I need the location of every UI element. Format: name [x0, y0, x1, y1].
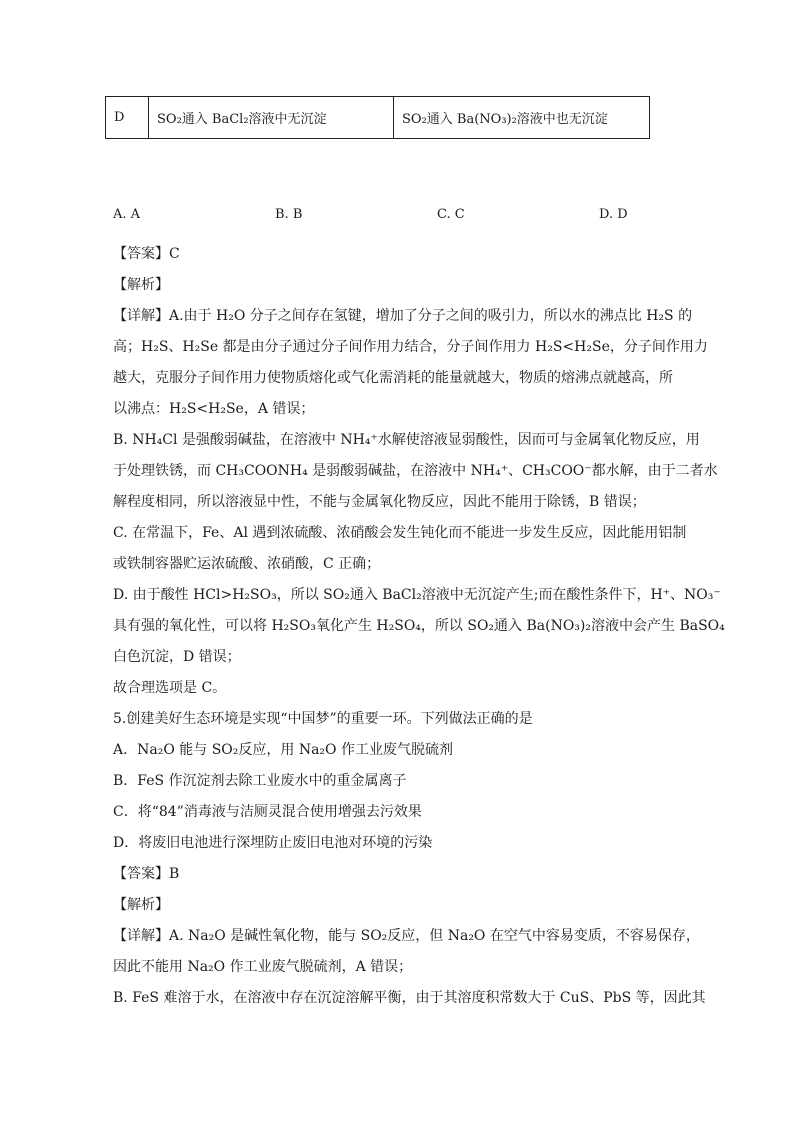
text-line: 或铁制容器贮运浓硫酸、浓硝酸，C 正确； [113, 556, 381, 572]
text-line: 具有强的氧化性，可以将 H₂SO₃氧化产生 H₂SO₄，所以 SO₂通入 Ba(NO₃)₂溶液中会产生 BaSO₄ [113, 618, 725, 634]
text-line: 高；H₂S、H₂Se 都是由分子通过分子间作用力结合，分子间作用力 H₂S<H₂Se，分子间作用力 [113, 339, 708, 355]
answer-choices [0, 207, 794, 227]
text-line: 越大，克服分子间作用力使物质熔化或气化需消耗的能量就越大，物质的熔沸点就越高，所 [113, 370, 673, 386]
text-line: 以沸点：H₂S<H₂Se，A 错误； [113, 401, 315, 417]
text-line: 【答案】C [113, 246, 180, 262]
text-line: 【解析】 [113, 897, 169, 913]
text-line: 解程度相同，所以溶液显中性，不能与金属氧化物反应，因此不能用于除锈，B 错误； [113, 494, 646, 510]
table-row [106, 97, 650, 139]
text-line: B. FeS 难溶于水，在溶液中存在沉淀溶解平衡，由于其溶度积常数大于 CuS、PbS 等，因此其 [113, 990, 706, 1006]
text-line: 【详解】A.由于 H₂O 分子之间存在氢键，增加了分子之间的吸引力，所以水的沸点比 H₂S 的 [113, 308, 693, 324]
row-statement-2: SO₂通入 Ba(NO₃)₂溶液中也无沉淀 [394, 97, 650, 139]
choice-c: C. C [437, 207, 465, 222]
text-line: 【答案】B [113, 866, 180, 882]
text-line: 白色沉淀，D 错误； [113, 649, 241, 665]
text-line: 5.创建美好生态环境是实现“中国梦”的重要一环。下列做法正确的是 [113, 711, 533, 727]
text-line: D. 由于酸性 HCl>H₂SO₃，所以 SO₂通入 BaCl₂溶液中无沉淀产生;而在酸性条件下，H⁺、NO₃⁻ [113, 587, 721, 603]
choice-b: B. B [275, 207, 303, 222]
choice-a: A. A [113, 207, 141, 222]
text-line: C．将“84”消毒液与洁厕灵混合使用增强去污效果 [113, 804, 422, 820]
row-statement-1: SO₂通入 BaCl₂溶液中无沉淀 [149, 97, 394, 139]
text-line: 【解析】 [113, 277, 169, 293]
text-line: 于处理铁锈，而 CH₃COONH₄ 是弱酸弱碱盐，在溶液中 NH₄⁺、CH₃COO⁻都水解，由于二者水 [113, 463, 718, 479]
text-line: 【详解】A. Na₂O 是碱性氧化物，能与 SO₂反应，但 Na₂O 在空气中容易变质，不容易保存， [113, 928, 700, 944]
text-line: B. NH₄Cl 是强酸弱碱盐，在溶液中 NH₄⁺水解使溶液显弱酸性，因而可与金属氧化物反应，用 [113, 432, 700, 448]
text-line: 因此不能用 Na₂O 作工业废气脱硫剂，A 错误； [113, 959, 413, 975]
text-line: B．FeS 作沉淀剂去除工业废水中的重金属离子 [113, 773, 407, 789]
option-table [105, 96, 650, 139]
choice-d: D. D [599, 207, 628, 222]
text-line: C. 在常温下，Fe、Al 遇到浓硫酸、浓硝酸会发生钝化而不能进一步发生反应，因此能用铝制 [113, 525, 687, 541]
text-line: D．将废旧电池进行深埋防止废旧电池对环境的污染 [113, 835, 433, 851]
row-label: D [106, 97, 149, 139]
text-line: 故合理选项是 C。 [113, 680, 227, 696]
explanation-text [113, 239, 725, 1014]
text-line: A．Na₂O 能与 SO₂反应，用 Na₂O 作工业废气脱硫剂 [113, 742, 453, 758]
